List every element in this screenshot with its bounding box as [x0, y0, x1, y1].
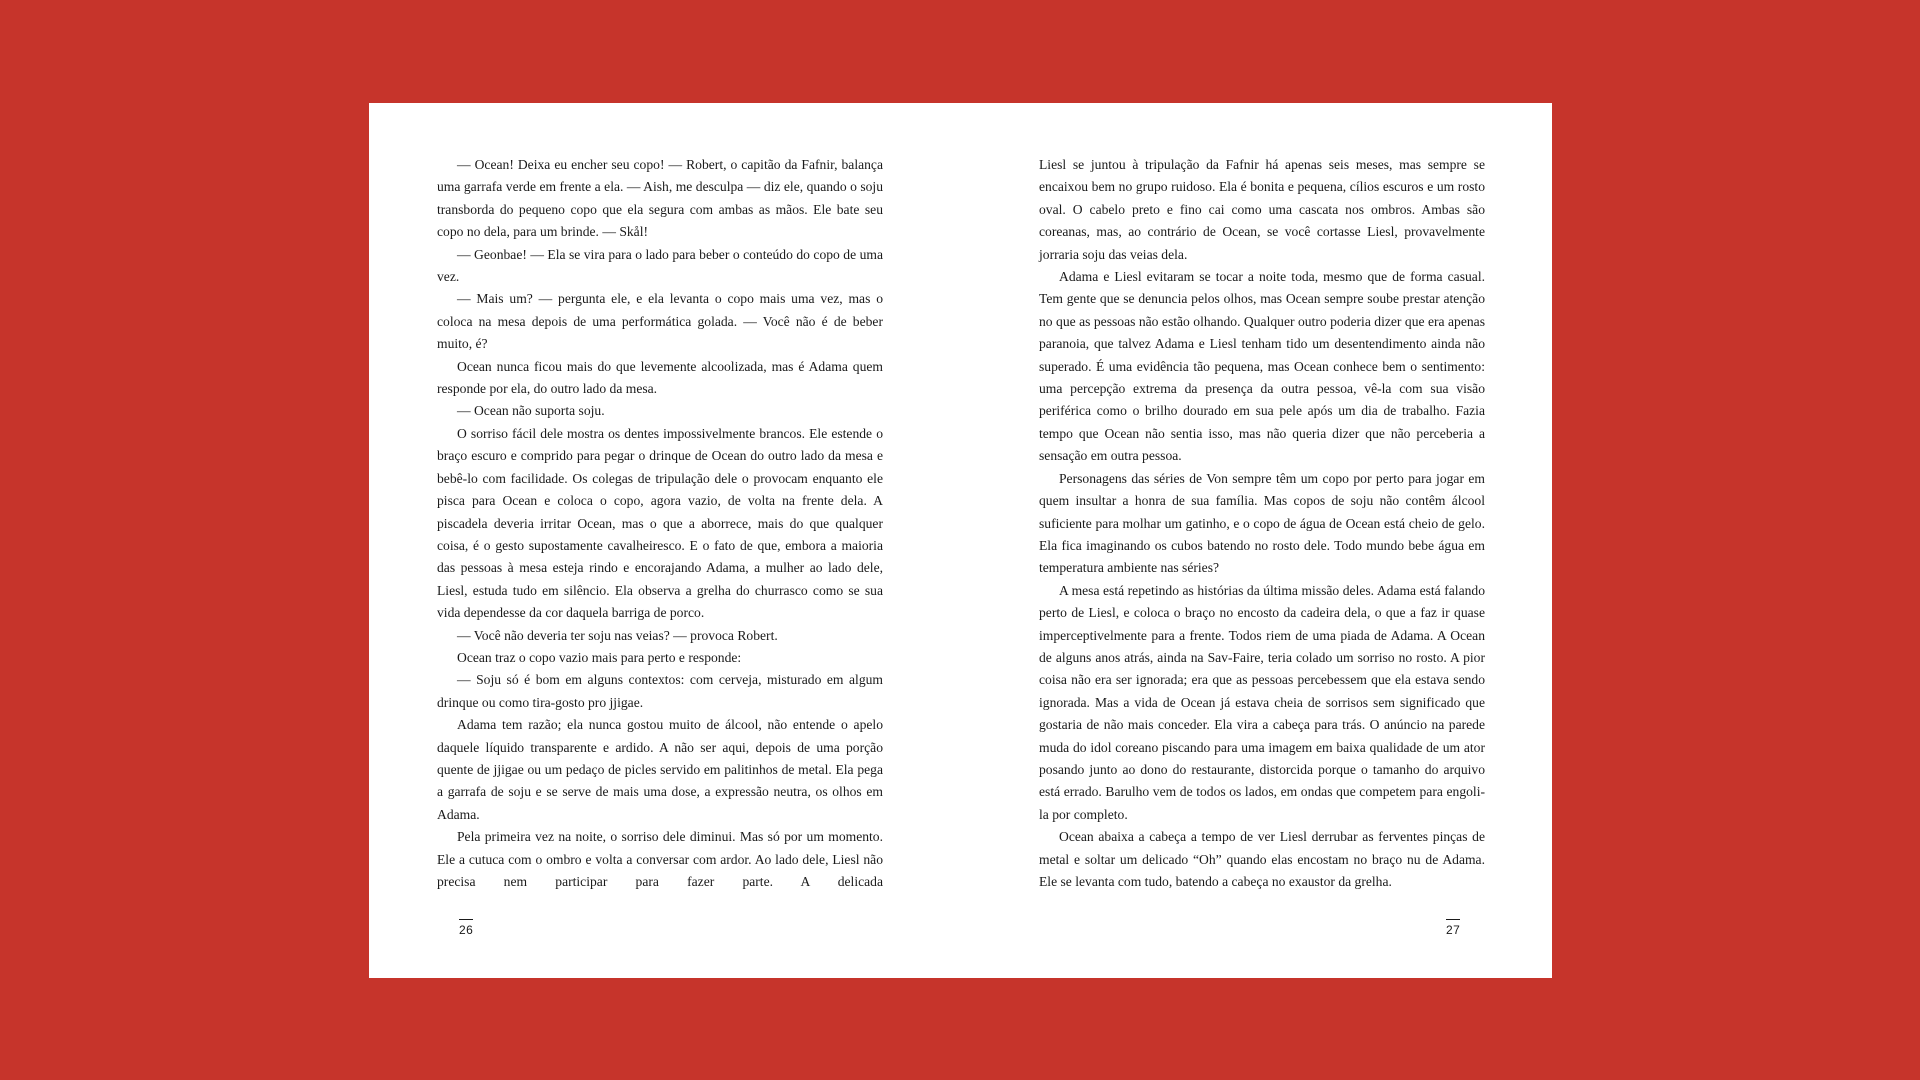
paragraph: — Mais um? — pergunta ele, e ela levanta o copo mais uma vez, mas o coloca na mesa depois de uma performática golada. — Você não é de beber muito, é? — [437, 291, 883, 352]
paragraph: Pela primeira vez na noite, o sorriso dele diminui. Mas só por um momento. Ele a cutuca com o ombro e volta a conversar com ardor. Ao lado dele, Liesl não precisa nem participar para fazer parte. A delicada — [437, 829, 883, 889]
paragraph: Adama e Liesl evitaram se tocar a noite toda, mesmo que de forma casual. Tem gente que se denuncia pelos olhos, mas Ocean sempre soube prestar atenção no que as pessoas não estão olhando. Qualquer outro poderia dizer que era apenas paranoia, que talvez Adama e Liesl tenham tido um desentendimento ainda não superado. É uma evidência tão pequena, mas Ocean conhece bem o sentimento: uma percepção extrema da presença da outra pessoa, vê-la com sua visão periférica como o brilho dourado em sua pele após um dia de trabalho. Fazia tempo que Ocean não sentia isso, mas não queria dizer que não perceberia a sensação em outra pessoa. — [1039, 269, 1485, 464]
paragraph: — Soju só é bom em alguns contextos: com cerveja, misturado em algum drinque ou como tira-gosto pro jjigae. — [437, 672, 883, 710]
page-number-right: 27 — [1446, 919, 1460, 937]
page-number-left: 26 — [459, 919, 473, 937]
paragraph: Ocean nunca ficou mais do que levemente alcoolizada, mas é Adama quem responde por ela, do outro lado da mesa. — [437, 358, 883, 397]
paragraph: — Você não deveria ter soju nas veias? — provoca Robert. — [457, 627, 778, 643]
paragraph: — Ocean! Deixa eu encher seu copo! — Robert, o capitão da Fafnir, balança uma garrafa verde em frente a ela. — Aish, me desculpa — diz ele, quando o soju transborda do pequeno copo que ela segura com ambas as mãos. Ele bate seu copo no dela, para um brinde. — Skål! — [437, 157, 883, 240]
paragraph: Adama tem razão; ela nunca gostou muito de álcool, não entende o apelo daquele líquido transparente e ardido. A não ser aqui, depois de uma porção quente de jjigae ou um pedaço de picles servido em palitinhos de metal. Ela pega a garrafa de soju e se serve de mais uma dose, a expressão neutra, os olhos em Adama. — [437, 717, 883, 822]
paragraph: O sorriso fácil dele mostra os dentes impossivelmente brancos. Ele estende o braço escuro e comprido para pegar o drinque de Ocean do outro lado da mesa e bebê-lo com facilidade. Os colegas de tripulação dele o provocam enquanto ele pisca para Ocean e coloca o copo, agora vazio, de volta na frente dela. A piscadela deveria irritar Ocean, mas o que a aborrece, mais do que qualquer coisa, é o gesto supostamente cavalheiresco. E o fato de que, embora a maioria das pessoas à mesa esteja rindo e encorajando Adama, a mulher ao lado dele, Liesl, estuda tudo em silêncio. Ela observa a grelha do churrasco como se sua vida dependesse da cor daquela barriga de porco. — [437, 425, 883, 621]
book-spread — [369, 103, 1552, 978]
paragraph: A mesa está repetindo as histórias da última missão deles. Adama está falando perto de Liesl, e coloca o braço no encosto da cadeira dela, o que a faz ir quase imperceptivelmente para a frente. Todos riem de uma piada de Adama. A Ocean de alguns anos atrás, ainda na Sav-Faire, teria colado um sorriso no rosto. A pior coisa não era ser ignorada; era que as pessoas percebessem que ela estava sendo ignorada. Mas a vida de Ocean já estava cheia de sorrisos sem significado que gostaria de não mais conceder. Ela vira a cabeça para trás. O anúncio na parede muda do idol coreano piscando para uma imagem em baixa qualidade de um ator posando junto ao dono do restaurante, distorcida porque o tamanho do arquivo está errado. Barulho vem de todos os lados, em ondas que competem para engoli-la por completo. — [1039, 582, 1485, 822]
paragraph: — Ocean não suporta soju. — [457, 403, 605, 419]
left-page-body — [437, 154, 883, 893]
right-page-body — [1039, 154, 1485, 893]
paragraph: Ocean traz o copo vazio mais para perto e responde: — [457, 649, 742, 665]
paragraph: Liesl se juntou à tripulação da Fafnir há apenas seis meses, mas sempre se encaixou bem no grupo ruidoso. Ela é bonita e pequena, cílios escuros e um rosto oval. O cabelo preto e fino cai como uma cascata nos ombros. Ambas são coreanas, mas, ao contrário de Ocean, se você cortasse Liesl, provavelmente jorraria soju das veias dela. — [1039, 157, 1485, 262]
paragraph: Personagens das séries de Von sempre têm um copo por perto para jogar em quem insultar a honra de sua família. Mas copos de soju não contêm álcool suficiente para molhar um gatinho, e o copo de água de Ocean está cheio de gelo. Ela fica imaginando os cubos batendo no rosto dele. Todo mundo bebe água em temperatura ambiente nas séries? — [1039, 470, 1485, 576]
paragraph: — Geonbae! — Ela se vira para o lado para beber o conteúdo do copo de uma vez. — [437, 246, 883, 285]
paragraph: Ocean abaixa a cabeça a tempo de ver Liesl derrubar as ferventes pinças de metal e soltar um delicado “Oh” quando elas encostam no braço nu de Adama. Ele se levanta com tudo, batendo a cabeça no exaustor da grelha. — [1039, 829, 1485, 889]
